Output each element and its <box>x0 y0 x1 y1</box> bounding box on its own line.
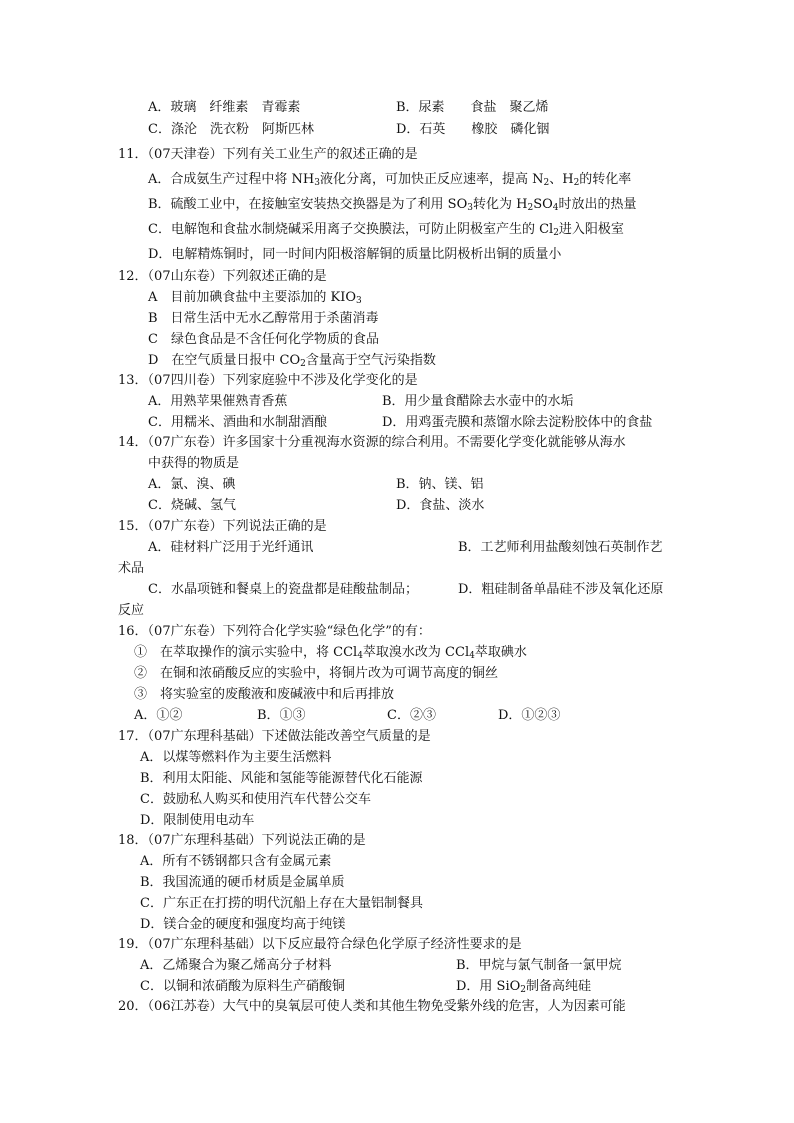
q11-b-text-3: SO <box>533 197 553 212</box>
q12-d-sub: 2 <box>300 359 306 369</box>
q11-option-b <box>148 195 637 215</box>
q16-option-b: B．①③ <box>257 708 306 723</box>
q19-stem: 19．（07广东理科基础）以下反应最符合绿色化学原子经济性要求的是 <box>118 937 522 952</box>
q16-item-1 <box>134 643 527 663</box>
q14-option-c: C．烧碱、氢气 <box>148 498 236 513</box>
q16-stem: 16．（07广东卷）下列符合化学实验“绿色化学”的有： <box>118 624 431 639</box>
q12-d-text-1: D 在空气质量日报中 CO <box>148 353 301 368</box>
q10-option-b: B．尿素 食盐 聚乙烯 <box>396 100 549 115</box>
q15-option-b: B．工艺师利用盐酸刻蚀石英制作艺 <box>458 540 663 555</box>
q16-i1-sub-2: 4 <box>469 651 475 661</box>
q16-option-a: A．①② <box>134 708 183 723</box>
q11-b-text-2: 转化为 H <box>472 197 528 212</box>
q19-option-d <box>456 977 591 997</box>
q12-a-text: A 目前加碘食盐中主要添加的 KIO <box>148 290 357 305</box>
q17-option-d: D．限制使用电动车 <box>140 813 255 828</box>
q10-option-c: C．涤沦 洗衣粉 阿斯匹林 <box>148 122 314 137</box>
q16-i1-text-1: ① 在萃取操作的演示实验中，将 CCl <box>134 645 358 660</box>
q11-b-text-4: 时放出的热量 <box>558 197 637 212</box>
q11-c-text-1: C．电解饱和食盐水制烧碱采用离子交换膜法，可防止阴极室产生的 Cl <box>148 222 554 237</box>
q11-c-text-2: 进入阳极室 <box>558 222 624 237</box>
q13-stem: 13．（07四川卷）下列家庭验中不涉及化学变化的是 <box>118 373 418 388</box>
q10-option-a: A．玻璃 纤维素 青霉素 <box>148 100 301 115</box>
q10-option-d: D．石英 橡胶 磷化铟 <box>396 122 550 137</box>
q11-a-text-1: A．合成氨生产过程中将 NH <box>148 172 315 187</box>
q12-option-d <box>148 351 436 371</box>
q11-b-sub-2: 2 <box>527 203 534 213</box>
q16-option-c: C．②③ <box>387 708 436 723</box>
q19-option-b: B．甲烷与氯气制备一氯甲烷 <box>456 958 622 973</box>
q17-option-c: C．鼓励私人购买和使用汽车代替公交车 <box>140 792 371 807</box>
q12-d-text-2: 含量高于空气污染指数 <box>305 353 436 368</box>
q19-option-c: C．以铜和浓硝酸为原料生产硝酸铜 <box>140 979 345 994</box>
q15-stem: 15．（07广东卷）下列说法正确的是 <box>118 519 327 534</box>
q19-option-a: A．乙烯聚合为聚乙烯高分子材料 <box>140 958 332 973</box>
q13-option-a: A．用熟苹果催熟青香蕉 <box>148 394 288 409</box>
q16-i1-sub-1: 4 <box>357 651 363 661</box>
q11-a-sub-3: 2 <box>573 178 580 188</box>
q12-option-c: C 绿色食品是不含任何化学物质的食品 <box>148 332 379 347</box>
q11-b-sub-1: 3 <box>467 203 473 213</box>
q11-option-c <box>148 220 624 240</box>
q16-i1-text-3: 萃取碘水 <box>474 645 527 660</box>
q11-a-text-3: 、H <box>549 172 574 187</box>
q15-option-d: D．粗硅制备单晶硅不涉及氧化还原 <box>458 582 664 597</box>
q20-stem: 20．（06江苏卷）大气中的臭氧层可使人类和其他生物免受紫外线的危害，人为因素可能 <box>118 999 626 1014</box>
q17-stem: 17．（07广东理科基础）下述做法能改善空气质量的是 <box>118 729 431 744</box>
q14-stem-line-2: 中获得的物质是 <box>148 456 240 471</box>
q17-option-a: A．以煤等燃料作为主要生活燃料 <box>140 750 332 765</box>
q14-option-b: B．钠、镁、铝 <box>396 477 484 492</box>
q16-option-d: D．①②③ <box>498 708 561 723</box>
q12-option-a <box>148 288 362 308</box>
q11-c-sub: 2 <box>553 228 559 238</box>
q15-option-c: C．水晶项链和餐桌上的瓷盘都是硅酸盐制品； <box>148 582 418 597</box>
q11-a-text-4: 的转化率 <box>579 172 632 187</box>
q13-option-d: D．用鸡蛋壳膜和蒸馏水除去淀粉胶体中的食盐 <box>382 415 653 430</box>
q11-a-text-2: 液化分离，可加快正反应速率，提高 N <box>319 172 544 187</box>
q18-option-a: A．所有不锈钢都只含有金属元素 <box>140 854 332 869</box>
q13-option-b: B．用少量食醋除去水壶中的水垢 <box>382 394 574 409</box>
q12-option-b: B 日常生活中无水乙醇常用于杀菌消毒 <box>148 311 379 326</box>
q19-d-sub: 2 <box>520 985 527 995</box>
q14-option-d: D．食盐、淡水 <box>396 498 485 513</box>
q11-a-sub-2: 2 <box>543 178 550 188</box>
q11-option-d: D．电解精炼铜时，同一时间内阳极溶解铜的质量比阴极析出铜的质量小 <box>148 247 562 262</box>
q18-stem: 18．（07广东理科基础）下列说法正确的是 <box>118 833 366 848</box>
q18-option-b: B．我国流通的硬币材质是金属单质 <box>140 875 345 890</box>
q18-option-d: D．镁合金的硬度和强度均高于纯镁 <box>140 917 346 932</box>
q16-i1-text-2: 萃取溴水改为 CCl <box>362 645 470 660</box>
q11-stem: 11．（07天津卷）下列有关工业生产的叙述正确的是 <box>118 147 418 162</box>
q13-option-c: C．用糯米、酒曲和水制甜酒酿 <box>148 415 327 430</box>
q11-b-sub-3: 4 <box>552 203 559 213</box>
q15-option-d-continued: 反应 <box>118 603 145 618</box>
q14-option-a: A．氯、溴、碘 <box>148 477 236 492</box>
q11-option-a <box>148 170 631 190</box>
q17-option-b: B．利用太阳能、风能和氢能等能源替代化石能源 <box>140 771 423 786</box>
q12-stem: 12．（07山东卷）下列叙述正确的是 <box>118 269 327 284</box>
q19-d-text-2: 制备高纯硅 <box>526 979 592 994</box>
q14-stem-line-1: 14．（07广东卷）许多国家十分重视海水资源的综合利用。不需要化学变化就能够从海水 <box>118 435 626 450</box>
q16-item-3: ③ 将实验室的废酸液和废碱液中和后再排放 <box>134 687 395 702</box>
q19-d-text-1: D．用 SiO <box>456 979 521 994</box>
q11-b-text-1: B．硫酸工业中，在接触室安装热交换器是为了利用 SO <box>148 197 468 212</box>
q15-option-a: A．硅材料广泛用于光纤通讯 <box>148 540 314 555</box>
q15-option-b-continued: 术品 <box>118 561 145 576</box>
q16-item-2: ② 在铜和浓硝酸反应的实验中，将铜片改为可调节高度的铜丝 <box>134 666 499 681</box>
q18-option-c: C．广东正在打捞的明代沉船上存在大量铝制餐具 <box>140 896 423 911</box>
q11-a-sub-1: 3 <box>314 178 320 188</box>
q12-a-sub: 3 <box>356 296 362 306</box>
